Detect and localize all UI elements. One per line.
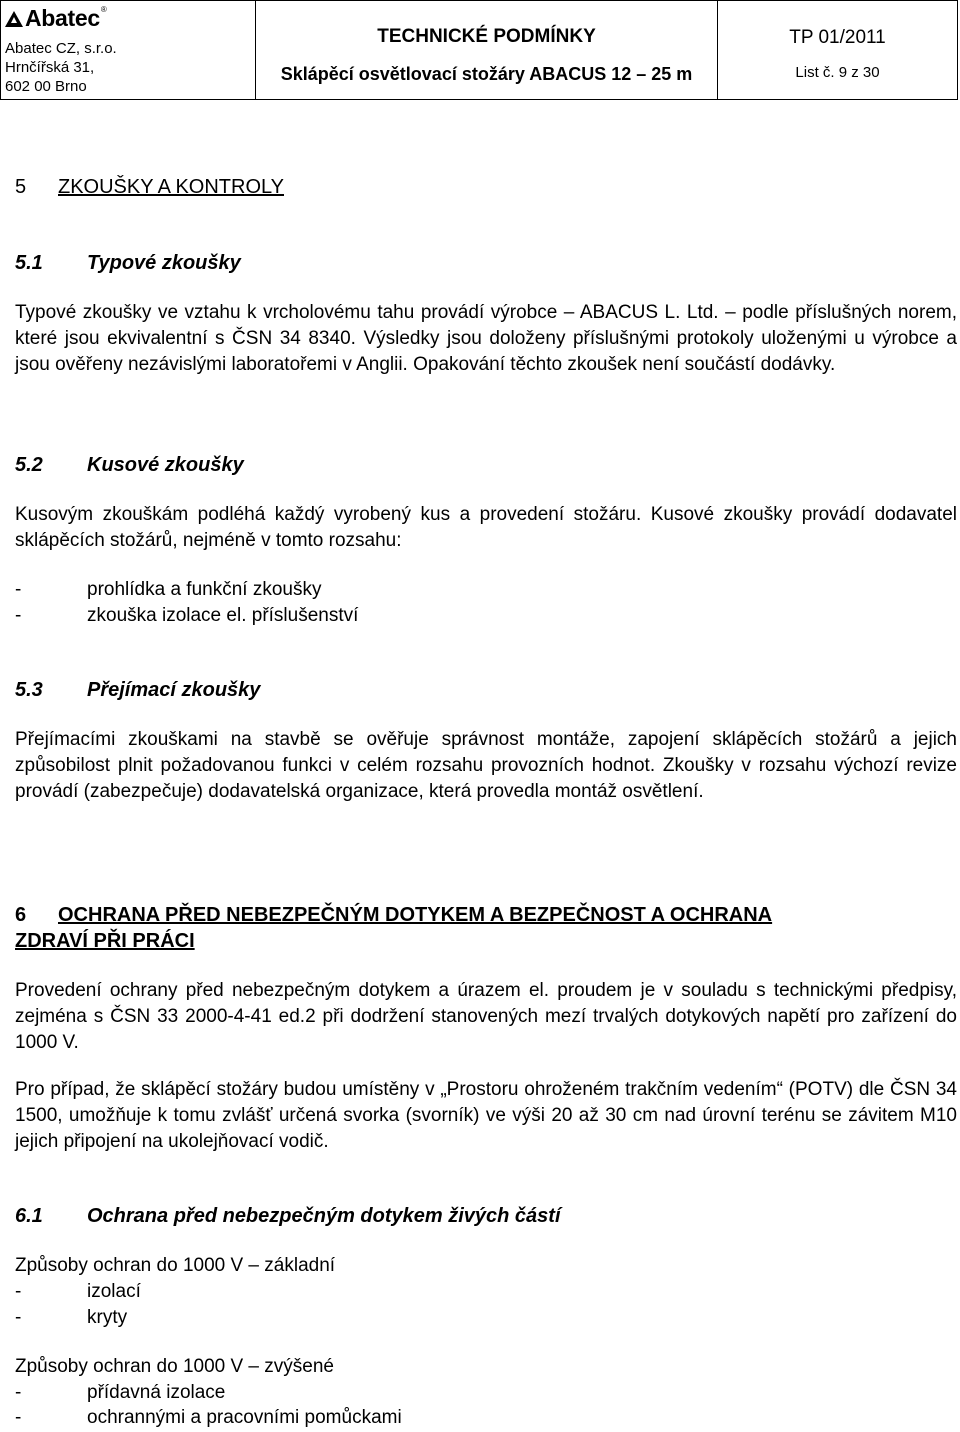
paragraph-routine-tests: Kusovým zkouškám podléhá každý vyrobený kus a provedení stožáru. Kusové zkoušky provádí dodavatel sklápěcích stožárů, nejméně v tomto rozsahu: bbox=[15, 504, 957, 551]
registered-mark: ® bbox=[100, 5, 107, 14]
basic-protection-label: Způsoby ochran do 1000 V – základní bbox=[15, 1255, 336, 1276]
paragraph-type-tests: Typové zkoušky ve vztahu k vrcholovému tahu provádí výrobce – ABACUS L. Ltd. – podle příslušných norem, které jsou ekvivalentní s ČSN 34 8340. Výsledky jsou doloženy příslušnými protokoly uloženými u výrobce a jsou ověřeny nezávislými laboratořemi v Anglii. Opakování těchto zkoušek není součástí dodávky. bbox=[15, 302, 957, 375]
subsection-title: Přejímací zkoušky bbox=[87, 679, 261, 701]
paragraph-acceptance-tests: Přejímacími zkouškami na stavbě se ověřuje správnost montáže, zapojení sklápěcích stožárů a jejich způsobilost plnit požadovanou funkci v celém rozsahu provozních hodnot. Zkoušky v rozsahu výchozí revize provádí (zabezpečuje) dodavatelská organizace, která provedla montáž osvětlení. bbox=[15, 729, 957, 802]
section-title: OCHRANA PŘED NEBEZPEČNÝM DOTYKEM A BEZPEČNOST A OCHRANA bbox=[58, 904, 773, 926]
list-item: - přídavná izolace bbox=[15, 1382, 226, 1403]
list-item: - ochrannými a pracovními pomůckami bbox=[15, 1407, 402, 1428]
abatec-logo-icon bbox=[5, 11, 23, 27]
paragraph-potv: Pro případ, že sklápěcí stožáry budou umístěny v „Prostoru ohroženém trakčním vedením“ (POTV) dle ČSN 34 1500, umožňuje k tomu zvlášť určená svorka (svorník) ve výši 20 až 30 cm nad úrovní terénu se závitem M10 jejich připojení na ukolejňovací vodič. bbox=[15, 1079, 957, 1152]
document-number: TP 01/2011 bbox=[789, 27, 886, 48]
company-city: 602 00 Brno bbox=[5, 78, 87, 95]
section-title: ZKOUŠKY A KONTROLY bbox=[58, 176, 284, 198]
section-heading-6-line2: ZDRAVÍ PŘI PRÁCI bbox=[15, 930, 195, 952]
logo-text: Abatec bbox=[25, 5, 100, 31]
section-heading-5: 5 ZKOUŠKY A KONTROLY bbox=[15, 176, 284, 198]
header-number-cell bbox=[718, 1, 957, 99]
company-name: Abatec CZ, s.r.o. bbox=[5, 40, 117, 57]
enhanced-protection-label: Způsoby ochran do 1000 V – zvýšené bbox=[15, 1356, 334, 1377]
list-item: - izolací bbox=[15, 1281, 141, 1302]
subsection-heading-6-1: 6.1 Ochrana před nebezpečným dotykem živých částí bbox=[15, 1205, 561, 1227]
document-header bbox=[0, 0, 958, 100]
paragraph-protection: Provedení ochrany před nebezpečným dotykem a úrazem el. proudem je v souladu s technickými předpisy, zejména s ČSN 33 2000-4-41 ed.2 při dodržení stanovených mezí trvalých dotykových napětí pro zařízení do 1000 V. bbox=[15, 980, 957, 1053]
list-item: - kryty bbox=[15, 1307, 128, 1328]
document-type: TECHNICKÉ PODMÍNKY bbox=[377, 26, 596, 47]
header-company-cell bbox=[1, 1, 256, 99]
page-info: List č. 9 z 30 bbox=[795, 64, 880, 81]
subsection-title: Kusové zkoušky bbox=[87, 454, 244, 476]
subsection-title: Ochrana před nebezpečným dotykem živých částí bbox=[87, 1205, 561, 1227]
section-heading-6: 6 OCHRANA PŘED NEBEZPEČNÝM DOTYKEM A BEZPEČNOST A OCHRANA bbox=[15, 904, 773, 926]
company-logo bbox=[5, 5, 107, 32]
list-item: - zkouška izolace el. příslušenství bbox=[15, 605, 359, 626]
company-street: Hrnčířská 31, bbox=[5, 59, 95, 76]
subsection-heading-5-2: 5.2 Kusové zkoušky bbox=[15, 454, 244, 476]
document-title: Sklápěcí osvětlovací stožáry ABACUS 12 – 25 m bbox=[280, 64, 693, 84]
subsection-heading-5-3: 5.3 Přejímací zkoušky bbox=[15, 679, 261, 701]
subsection-title: Typové zkoušky bbox=[87, 252, 241, 274]
subsection-heading-5-1: 5.1 Typové zkoušky bbox=[15, 252, 241, 274]
header-title-cell bbox=[256, 1, 718, 99]
list-item: - prohlídka a funkční zkoušky bbox=[15, 579, 322, 600]
